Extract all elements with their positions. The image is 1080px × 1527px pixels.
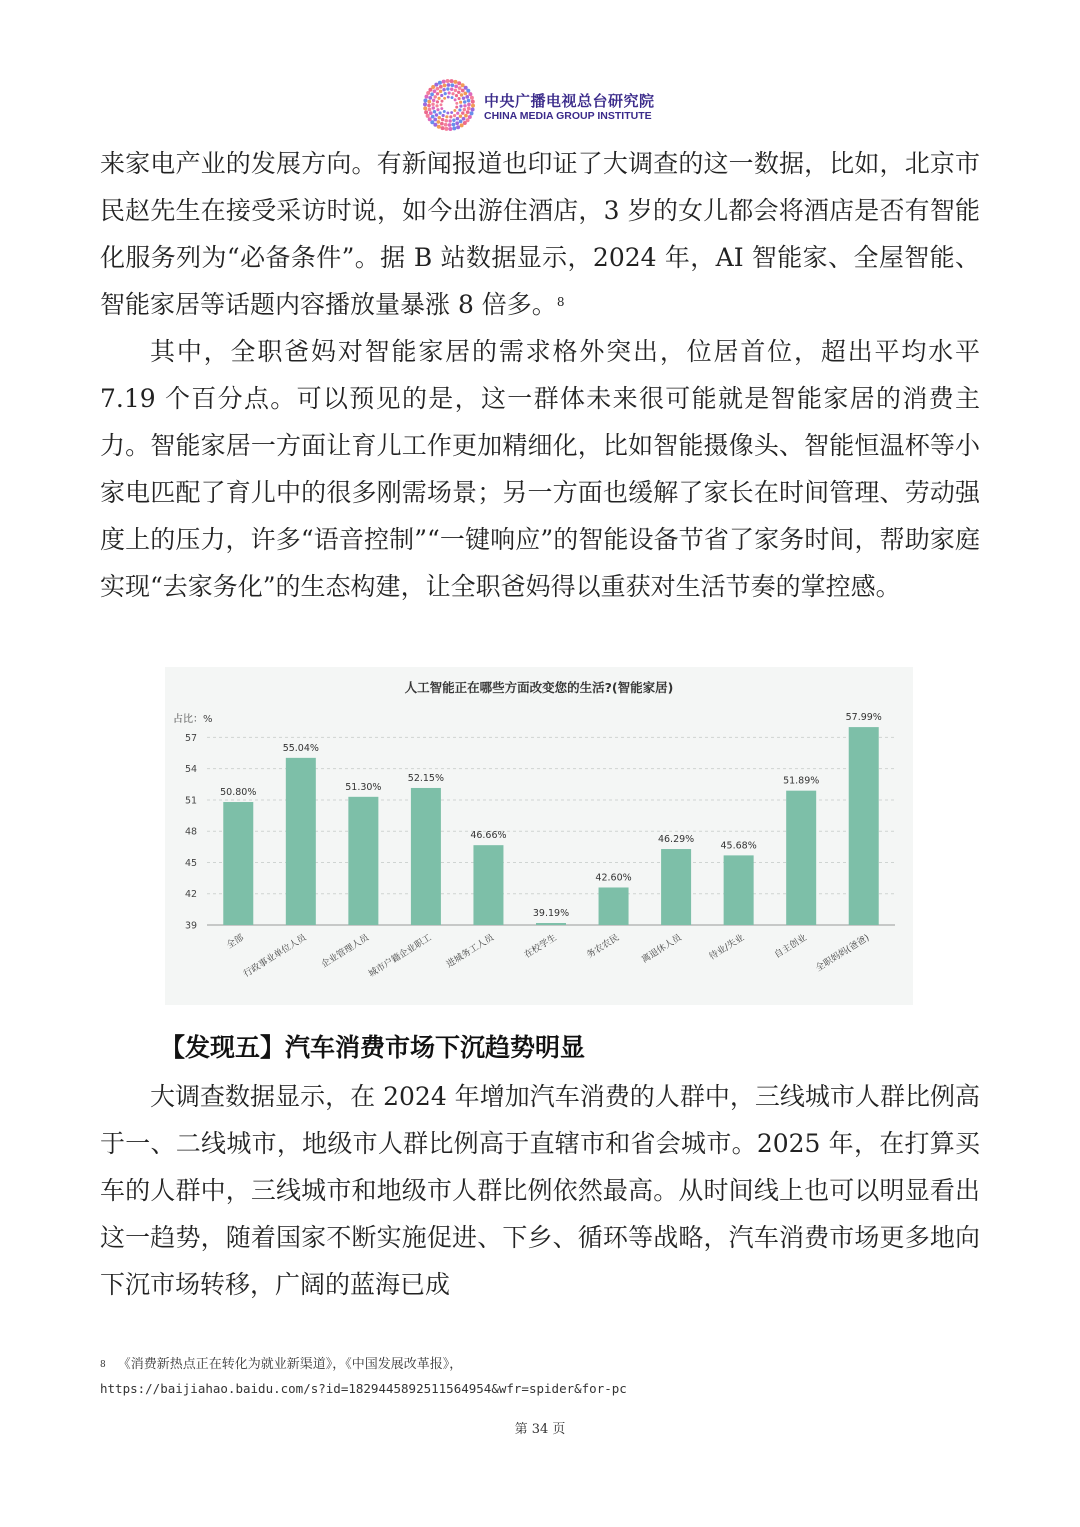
bar (411, 788, 441, 925)
org-name-cn: 中央广播电视总台研究院 (484, 92, 655, 110)
bar (286, 758, 316, 925)
x-category-label: 进城务工人员 (444, 933, 497, 971)
x-category-label: 城市户籍企业职工 (367, 933, 434, 980)
bar-value-label: 46.66% (470, 830, 507, 842)
footnote-number: 8 (100, 1360, 106, 1370)
section-title: 【发现五】汽车消费市场下沉趋势明显 (160, 1033, 586, 1062)
x-category-label: 企业管理人员 (319, 933, 371, 971)
org-name-en: CHINA MEDIA GROUP INSTITUTE (484, 110, 652, 122)
bar (849, 727, 879, 925)
paragraph-1-text: 来家电产业的发展方向。有新闻报道也印证了大调查的这一数据，比如，北京市民赵先生在接受采访时说，如今出游住酒店，3 岁的女儿都会将酒店是否有智能化服务列为“必备条件”。据 B 站数据显示，2024 年，AI 智能家、全屋智能、智能家居等话题内容播放量暴涨 8 倍多。 (100, 149, 980, 319)
institute-logo-icon (420, 76, 478, 134)
footnote (100, 1353, 980, 1401)
bar-value-label: 39.19% (532, 908, 570, 920)
bar (724, 855, 754, 925)
y-tick-label: 39 (185, 920, 198, 932)
page-number: 第 34 页 (514, 1422, 566, 1437)
x-category-label: 全部 (225, 933, 246, 952)
bar-value-label: 45.68% (720, 840, 757, 852)
bar (348, 797, 378, 925)
bar (223, 802, 253, 925)
bar-value-label: 52.15% (407, 772, 445, 784)
paragraph-2 (100, 328, 980, 610)
footnote-text: 《消费新热点正在转化为就业新渠道》，《中国发展改革报》， (117, 1357, 463, 1372)
x-category-label: 自主创业 (772, 933, 809, 961)
y-tick-label: 54 (185, 764, 198, 776)
x-category-label: 全职妈妈(爸爸) (814, 933, 872, 974)
y-tick-label: 42 (185, 889, 198, 901)
x-category-label: 在校学生 (522, 933, 559, 961)
bar-value-label: 55.04% (282, 742, 319, 754)
bar (661, 849, 691, 925)
bar-chart-svg (165, 667, 913, 1005)
paragraph-3-text: 大调查数据显示，在 2024 年增加汽车消费的人群中，三线城市人群比例高于一、二线城市，地级市人群比例高于直辖市和省会城市。2025 年，在打算买车的人群中，三线城市和地级市人群比例依然最高。从时间线上也可以明显看出这一趋势，随着国家不断实施促进、下乡、循环等战略，汽车消费市场更多地向下沉市场转移，广阔的蓝海已成 (100, 1082, 980, 1299)
bar (599, 887, 629, 925)
bar-value-label: 42.60% (595, 872, 632, 884)
chart-y-axis-label: 占比：% (173, 714, 213, 725)
y-tick-label: 51 (185, 795, 198, 807)
header-logo (420, 76, 680, 134)
paragraph-2-text: 其中，全职爸妈对智能家居的需求格外突出，位居首位，超出平均水平 7.19 个百分点。可以预见的是，这一群体未来很可能就是智能家居的消费主力。智能家居一方面让育儿工作更加精细化，比如智能摄像头、智能恒温杯等小家电匹配了育儿中的很多刚需场景；另一方面也缓解了家长在时间管理、劳动强度上的压力，许多“语音控制”“一键响应”的智能设备节省了家务时间，帮助家庭实现“去家务化”的生态构建，让全职爸妈得以重获对生活节奏的掌控感。 (100, 337, 980, 601)
footnote-url[interactable]: https://baijiahao.baidu.com/s?id=1829445892511564954&wfr=spider&for-pc (100, 1381, 627, 1396)
paragraph-1 (100, 140, 980, 328)
bar-chart (165, 667, 913, 1005)
chart-title: 人工智能正在哪些方面改变您的生活?(智能家居) (404, 680, 674, 695)
bar (786, 791, 816, 925)
x-category-label: 行政事业单位人员 (242, 933, 309, 980)
y-tick-label: 45 (185, 857, 198, 869)
x-category-label: 离退休人员 (640, 933, 684, 966)
paragraph-3 (100, 1073, 980, 1308)
bar-value-label: 57.99% (845, 712, 882, 724)
x-category-label: 务农农民 (585, 933, 622, 961)
bar-value-label: 46.29% (657, 834, 695, 846)
y-tick-label: 48 (185, 826, 198, 838)
footnote-ref: 8 (556, 295, 565, 309)
bar-value-label: 50.80% (220, 787, 257, 799)
bar-value-label: 51.30% (345, 781, 382, 793)
bar (473, 845, 503, 925)
bar (536, 923, 566, 925)
bar-value-label: 51.89% (783, 775, 820, 787)
x-category-label: 待业/失业 (707, 933, 747, 963)
y-tick-label: 57 (185, 732, 198, 744)
